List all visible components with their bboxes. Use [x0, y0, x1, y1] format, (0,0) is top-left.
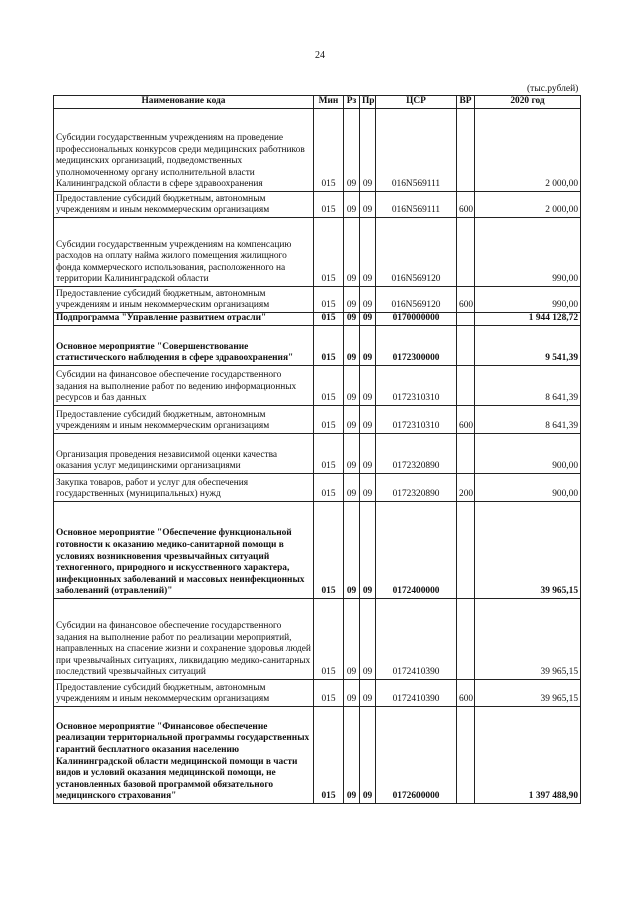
row-amount: 8 641,39 [475, 406, 581, 434]
row-vr [457, 434, 475, 474]
row-csr: 0170000000 [376, 313, 457, 326]
row-vr [457, 313, 475, 326]
row-rz: 09 [344, 680, 360, 707]
row-rz: 09 [344, 502, 360, 599]
row-rz: 09 [344, 313, 360, 326]
row-name: Предоставление субсидий бюджетным, автономным учреждениям и иным некоммерческим организациям [54, 287, 314, 313]
row-vr: 600 [457, 680, 475, 707]
row-pr: 09 [360, 680, 376, 707]
row-name: Предоставление субсидий бюджетным, автономным учреждениям и иным некоммерческим организациям [54, 406, 314, 434]
budget-table [53, 95, 581, 804]
row-min: 015 [314, 434, 344, 474]
header-vr: ВР [457, 96, 475, 109]
unit-label: (тыс.рублей) [527, 84, 579, 94]
row-vr [457, 218, 475, 287]
row-min: 015 [314, 406, 344, 434]
row-csr: 0172320890 [376, 434, 457, 474]
table-row [54, 599, 581, 680]
row-min: 015 [314, 109, 344, 192]
row-name: Основное мероприятие "Совершенствование статистического наблюдения в сфере здравоохранения" [54, 326, 314, 366]
row-pr: 09 [360, 707, 376, 804]
header-csr: ЦСР [376, 96, 457, 109]
table-row [54, 707, 581, 804]
row-min: 015 [314, 326, 344, 366]
row-amount: 9 541,39 [475, 326, 581, 366]
row-amount: 2 000,00 [475, 109, 581, 192]
table-row [54, 680, 581, 707]
row-name: Подпрограмма "Управление развитием отрасли" [54, 313, 314, 326]
table-row [54, 434, 581, 474]
table-row [54, 502, 581, 599]
table-header-row [54, 96, 581, 109]
row-csr: 0172320890 [376, 474, 457, 502]
row-rz: 09 [344, 599, 360, 680]
row-name: Предоставление субсидий бюджетным, автономным учреждениям и иным некоммерческим организациям [54, 680, 314, 707]
page-number: 24 [315, 50, 325, 61]
row-rz: 09 [344, 434, 360, 474]
row-vr [457, 599, 475, 680]
row-rz: 09 [344, 406, 360, 434]
row-pr: 09 [360, 287, 376, 313]
row-name: Субсидии государственным учреждениям на проведение профессиональных конкурсов среди медицинских работников медицинских организаций, подведомственных уполномоченному органу исполнительной власти Калининградской области в сфере здравоохранения [54, 109, 314, 192]
row-min: 015 [314, 599, 344, 680]
row-csr: 016N569120 [376, 287, 457, 313]
row-csr: 0172410390 [376, 680, 457, 707]
table-row [54, 474, 581, 502]
row-min: 015 [314, 287, 344, 313]
header-rz: Рз [344, 96, 360, 109]
table-row [54, 406, 581, 434]
row-vr [457, 109, 475, 192]
row-rz: 09 [344, 192, 360, 218]
table-row [54, 313, 581, 326]
table-row [54, 218, 581, 287]
row-pr: 09 [360, 599, 376, 680]
row-name: Основное мероприятие "Обеспечение функциональной готовности к оказанию медико-санитарной помощи в условиях возникновения чрезвычайных ситуаций техногенного, природного и искусственного характера, инфекционных заболеваний и массовых неинфекционных заболеваний (отравлений)" [54, 502, 314, 599]
table-row [54, 326, 581, 366]
row-amount: 900,00 [475, 474, 581, 502]
header-year: 2020 год [475, 96, 581, 109]
row-vr: 600 [457, 287, 475, 313]
row-csr: 0172310310 [376, 366, 457, 406]
row-csr: 0172410390 [376, 599, 457, 680]
row-vr [457, 366, 475, 406]
row-min: 015 [314, 218, 344, 287]
row-amount: 39 965,15 [475, 599, 581, 680]
row-min: 015 [314, 707, 344, 804]
row-csr: 0172600000 [376, 707, 457, 804]
row-min: 015 [314, 192, 344, 218]
row-amount: 1 397 488,90 [475, 707, 581, 804]
row-vr [457, 326, 475, 366]
row-rz: 09 [344, 707, 360, 804]
row-amount: 1 944 128,72 [475, 313, 581, 326]
row-pr: 09 [360, 109, 376, 192]
row-name: Субсидии на финансовое обеспечение государственного задания на выполнение работ по ведению информационных ресурсов и баз данных [54, 366, 314, 406]
row-pr: 09 [360, 326, 376, 366]
row-rz: 09 [344, 474, 360, 502]
row-vr [457, 502, 475, 599]
row-amount: 39 965,15 [475, 502, 581, 599]
header-min: Мин [314, 96, 344, 109]
row-csr: 016N569120 [376, 218, 457, 287]
row-min: 015 [314, 502, 344, 599]
row-pr: 09 [360, 502, 376, 599]
row-rz: 09 [344, 366, 360, 406]
row-amount: 990,00 [475, 218, 581, 287]
row-csr: 016N569111 [376, 192, 457, 218]
row-amount: 39 965,15 [475, 680, 581, 707]
row-name: Субсидии государственным учреждениям на компенсацию расходов на оплату найма жилого помещения жилищного фонда коммерческого использования, расположенного на территории Калининградской области [54, 218, 314, 287]
row-vr [457, 707, 475, 804]
row-min: 015 [314, 474, 344, 502]
row-rz: 09 [344, 109, 360, 192]
row-amount: 900,00 [475, 434, 581, 474]
row-min: 015 [314, 680, 344, 707]
row-name: Субсидии на финансовое обеспечение государственного задания на выполнение работ по реализации мероприятий, направленных на спасение жизни и сохранение здоровья людей при чрезвычайных ситуациях, ликвидацию медико-санитарных последствий чрезвычайных ситуаций [54, 599, 314, 680]
table-row [54, 192, 581, 218]
row-pr: 09 [360, 313, 376, 326]
row-rz: 09 [344, 218, 360, 287]
row-name: Основное мероприятие "Финансовое обеспечение реализации территориальной программы государственных гарантий бесплатного оказания населению Калининградской области медицинской помощи в части видов и условий оказания медицинской помощи, не установленных базовой программой обязательного медицинского страхования" [54, 707, 314, 804]
row-vr: 200 [457, 474, 475, 502]
row-amount: 990,00 [475, 287, 581, 313]
row-pr: 09 [360, 192, 376, 218]
row-csr: 016N569111 [376, 109, 457, 192]
row-csr: 0172310310 [376, 406, 457, 434]
table-row [54, 287, 581, 313]
table-row [54, 109, 581, 192]
row-name: Закупка товаров, работ и услуг для обеспечения государственных (муниципальных) нужд [54, 474, 314, 502]
row-min: 015 [314, 313, 344, 326]
header-name: Наименование кода [54, 96, 314, 109]
row-amount: 8 641,39 [475, 366, 581, 406]
row-pr: 09 [360, 218, 376, 287]
row-name: Организация проведения независимой оценки качества оказания услуг медицинскими организациями [54, 434, 314, 474]
row-amount: 2 000,00 [475, 192, 581, 218]
row-pr: 09 [360, 474, 376, 502]
header-pr: Пр [360, 96, 376, 109]
row-csr: 0172400000 [376, 502, 457, 599]
row-rz: 09 [344, 287, 360, 313]
row-rz: 09 [344, 326, 360, 366]
row-csr: 0172300000 [376, 326, 457, 366]
table-row [54, 366, 581, 406]
row-min: 015 [314, 366, 344, 406]
row-pr: 09 [360, 366, 376, 406]
row-name: Предоставление субсидий бюджетным, автономным учреждениям и иным некоммерческим организациям [54, 192, 314, 218]
row-vr: 600 [457, 192, 475, 218]
row-pr: 09 [360, 406, 376, 434]
row-vr: 600 [457, 406, 475, 434]
row-pr: 09 [360, 434, 376, 474]
